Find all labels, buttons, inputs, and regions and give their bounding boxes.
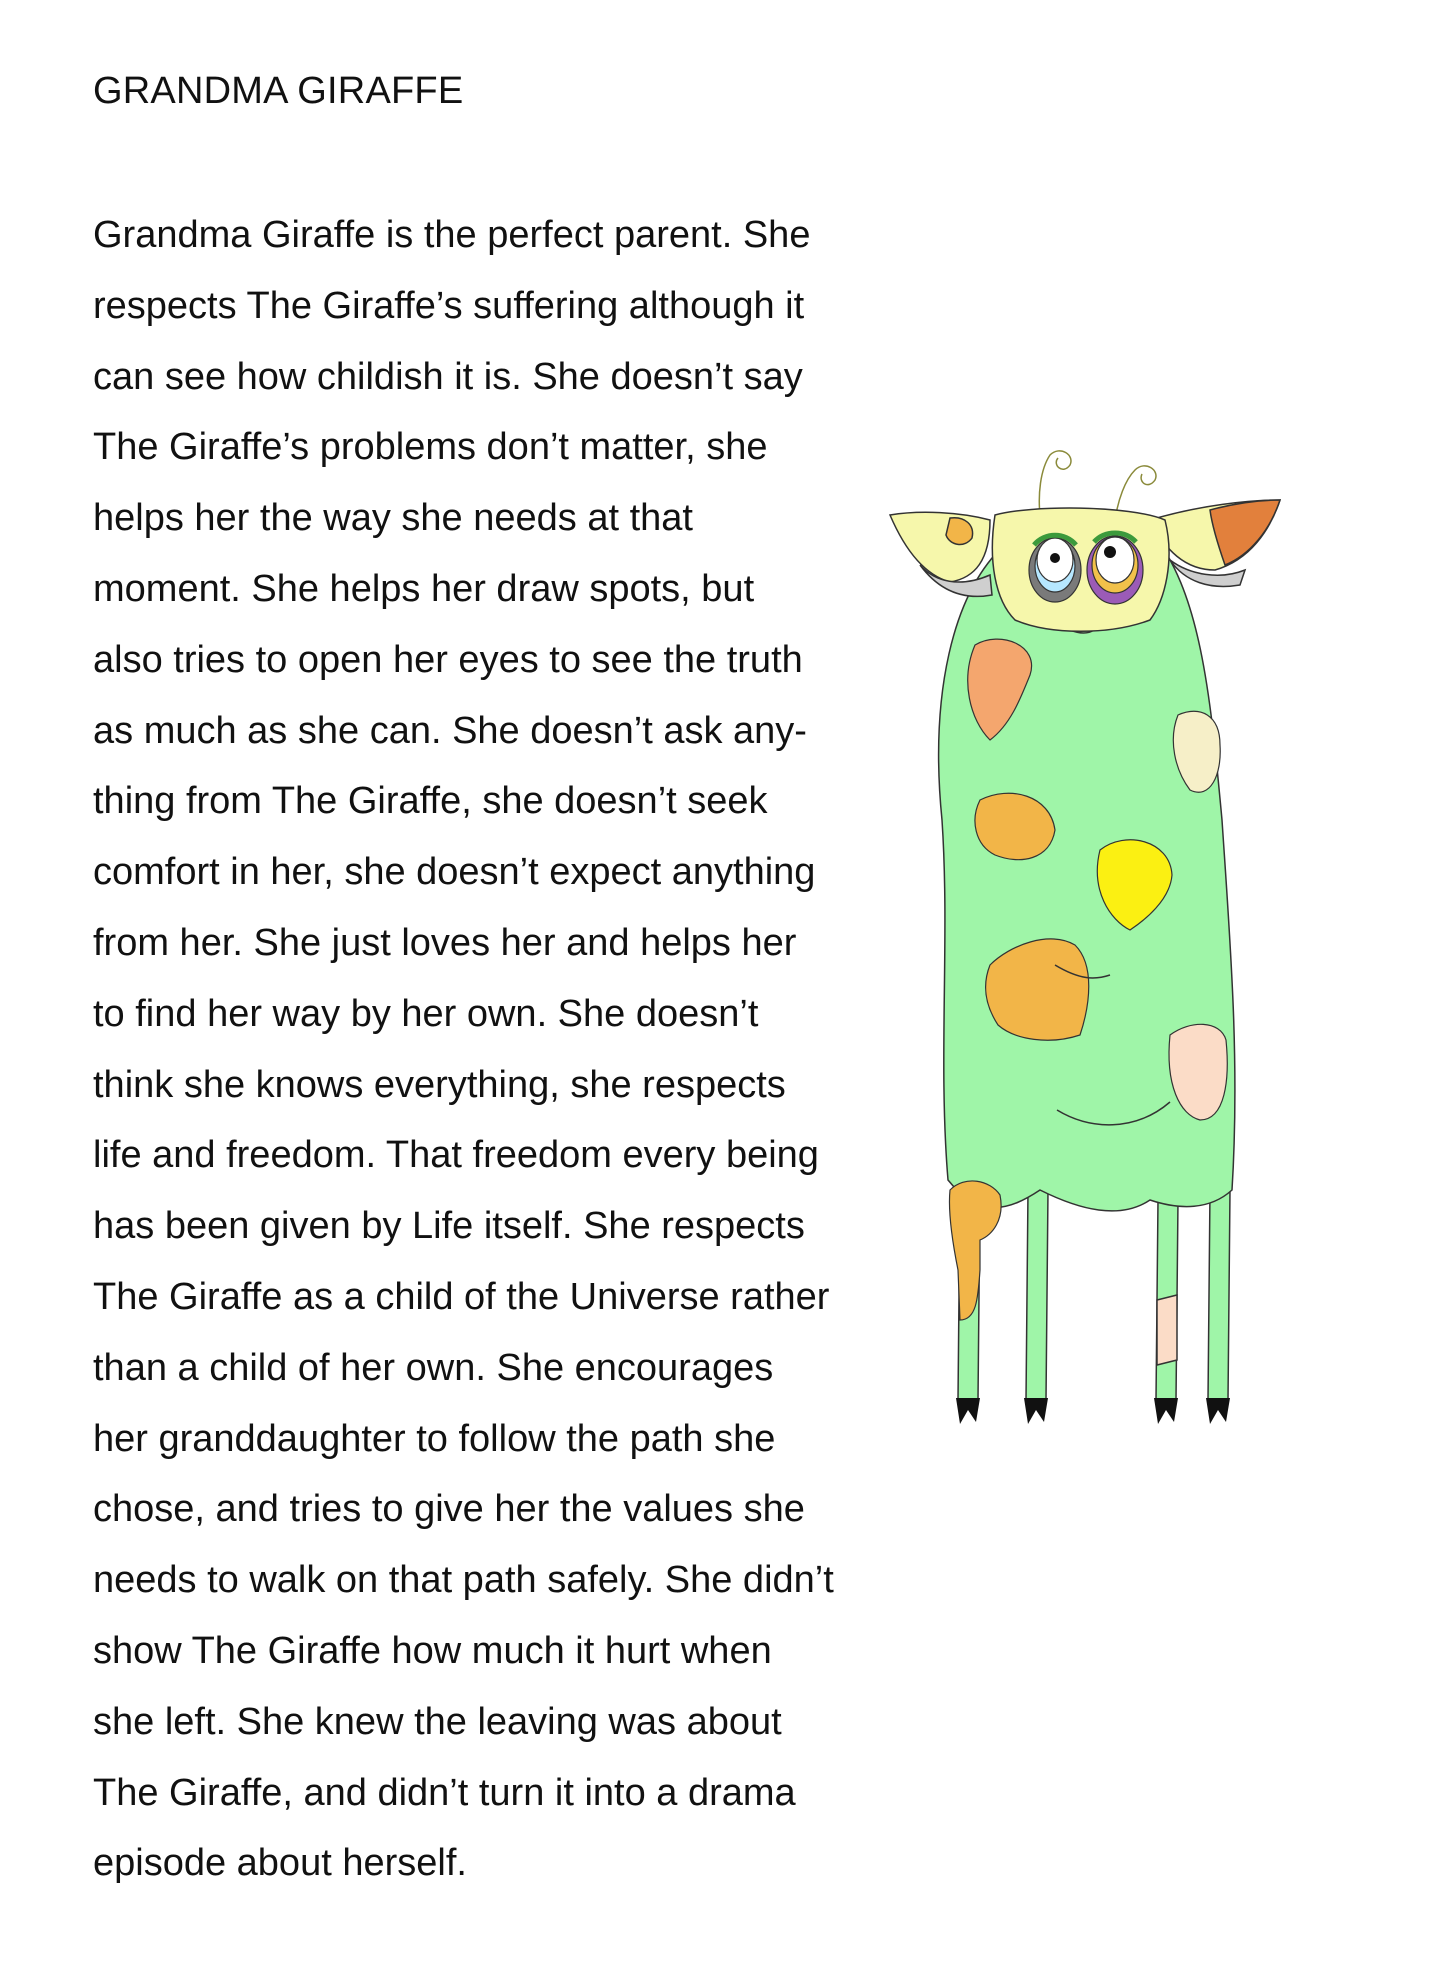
body-text: [93, 210, 834, 1909]
text-line: moment. She helps her draw spots, but: [93, 567, 755, 610]
text-line: respects The Giraffe’s suffering although it: [93, 284, 805, 327]
text-line: show The Giraffe how much it hurt when: [93, 1629, 772, 1672]
text-line: as much as she can. She doesn’t ask any-: [93, 709, 807, 752]
text-line: The Giraffe, and didn’t turn it into a drama: [93, 1771, 796, 1814]
text-line: helps her the way she needs at that: [93, 497, 693, 540]
giraffe-hooves: [956, 1398, 1230, 1424]
text-line: to find her way by her own. She doesn’t: [93, 992, 759, 1035]
text-line: her granddaughter to follow the path she: [93, 1417, 776, 1460]
text-line: life and freedom. That freedom every being: [93, 1134, 819, 1177]
text-line: has been given by Life itself. She respects: [93, 1205, 805, 1248]
text-line: episode about herself.: [93, 1842, 467, 1885]
text-line: comfort in her, she doesn’t expect anything: [93, 851, 816, 894]
text-line: also tries to open her eyes to see the truth: [93, 638, 803, 681]
text-line: The Giraffe’s problems don’t matter, she: [93, 426, 768, 469]
text-line: The Giraffe as a child of the Universe rather: [93, 1275, 830, 1318]
text-line: from her. She just loves her and helps her: [93, 921, 797, 964]
page-title: GRANDMA GIRAFFE: [93, 70, 464, 112]
text-line: can see how childish it is. She doesn’t say: [93, 355, 803, 398]
text-line: Grandma Giraffe is the perfect parent. She: [93, 214, 811, 256]
text-line: chose, and tries to give her the values she: [93, 1488, 805, 1531]
text-line: needs to walk on that path safely. She didn’t: [93, 1559, 834, 1602]
text-line: she left. She knew the leaving was about: [93, 1700, 782, 1743]
text-line: thing from The Giraffe, she doesn’t seek: [93, 780, 768, 823]
giraffe-legs: [958, 1190, 1230, 1400]
text-line: than a child of her own. She encourages: [93, 1346, 774, 1389]
text-line: think she knows everything, she respects: [93, 1063, 786, 1106]
giraffe-illustration: [880, 420, 1320, 1440]
